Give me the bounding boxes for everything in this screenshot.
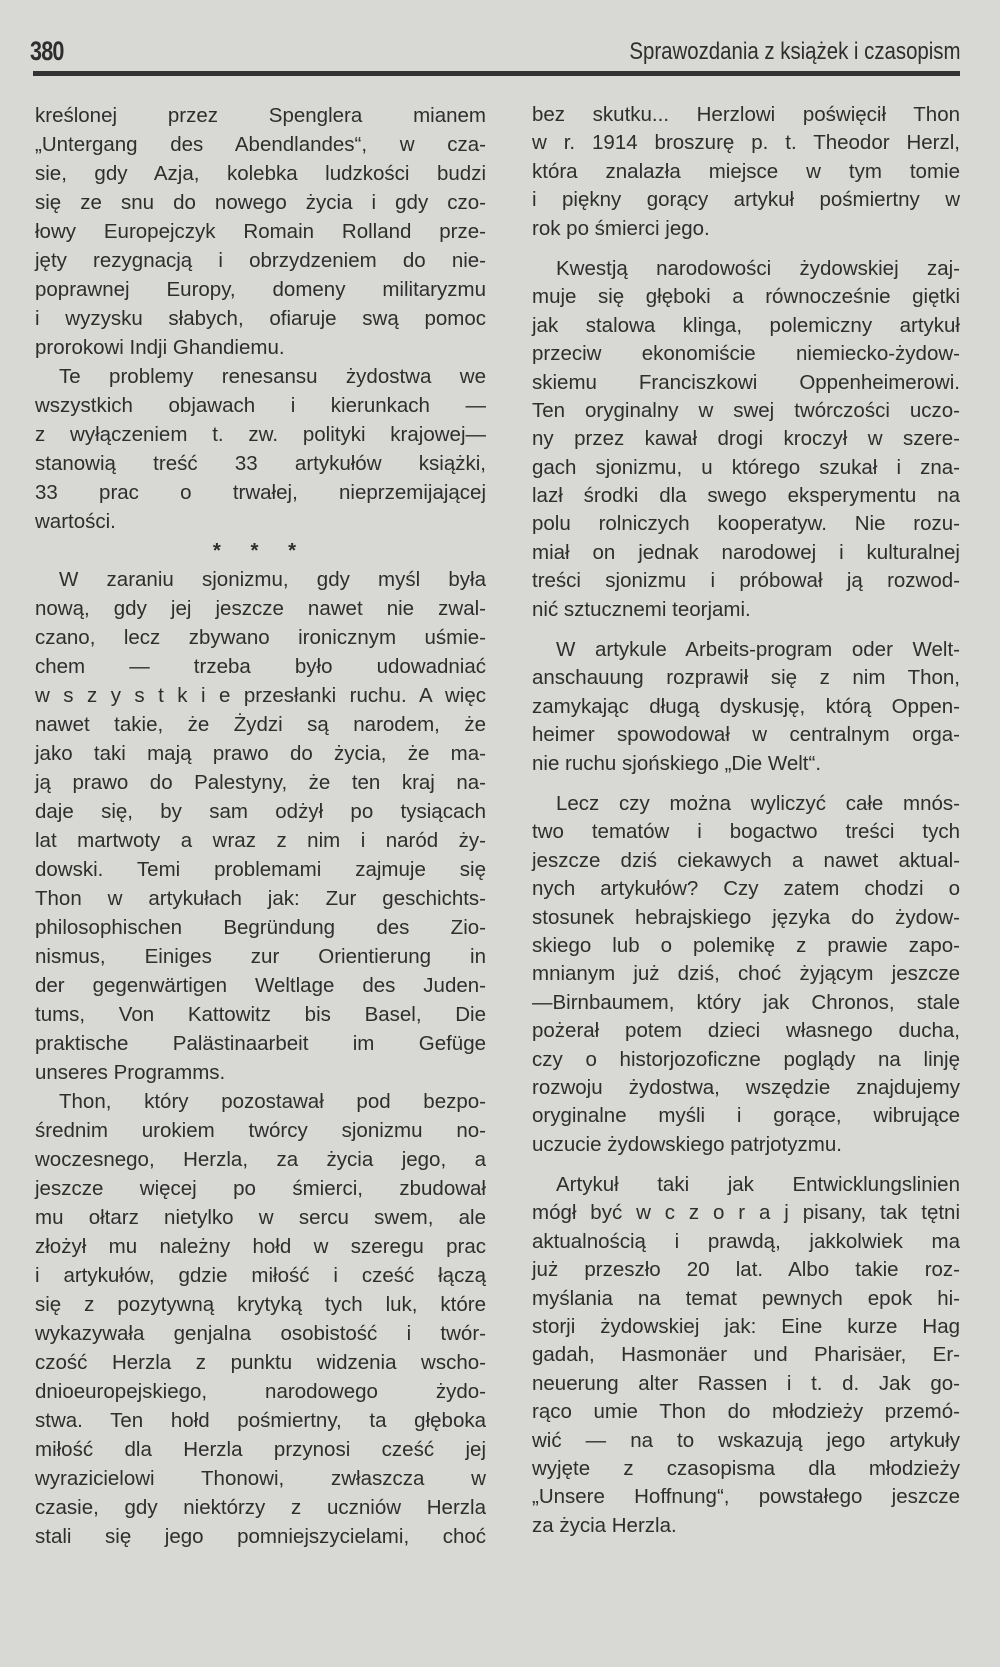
text-line: W zaraniu sjonizmu, gdy myśl była bbox=[59, 568, 486, 591]
text-line: Artykuł taki jak Entwicklungslinien bbox=[556, 1173, 960, 1197]
text-line: muje się głęboki a równocześnie giętki bbox=[532, 285, 960, 309]
text-line: Ten oryginalny w swej twórczości uczo- bbox=[532, 398, 960, 422]
paragraph bbox=[532, 1171, 960, 1540]
text-line: „Untergang des Abendlandes“, w cza- bbox=[35, 133, 486, 156]
text-line: neuerung alter Rassen i t. d. Jak go- bbox=[532, 1371, 960, 1395]
text-line: nową, gdy jej jeszcze nawet nie zwal- bbox=[35, 597, 486, 620]
text-line: Thon w artykułach jak: Zur geschichts- bbox=[35, 887, 486, 910]
text-line: wyrazicielowi Thonowi, zwłaszcza w bbox=[35, 1467, 486, 1490]
text-line: mógł być w c z o r a j pisany, tak tętni bbox=[532, 1201, 960, 1225]
text-line: pożerał potem dzieci własnego ducha, bbox=[532, 1019, 960, 1043]
header-rule bbox=[33, 71, 960, 76]
text-line: 33 prac o trwałej, nieprzemijającej bbox=[35, 481, 486, 504]
text-line: wić — na to wskazują jego artykuły bbox=[532, 1428, 960, 1452]
text-line: miał on jednak narodowej i kulturalnej bbox=[532, 540, 960, 564]
text-line: wykazywała genjalna osobistość i twór- bbox=[35, 1322, 486, 1345]
text-line: nych artykułów? Czy zatem chodzi o bbox=[532, 877, 960, 901]
left-column bbox=[35, 101, 486, 1551]
text-line: lazł środki dla swego eksperymentu na bbox=[532, 484, 960, 508]
text-line: nić sztucznemi teorjami. bbox=[532, 597, 751, 621]
text-line: polu rolniczych kooperatyw. Nie rozu- bbox=[532, 512, 960, 536]
text-line: kreślonej przez Spenglera mianem bbox=[35, 104, 486, 127]
text-line: średnim urokiem twórcy sjonizmu no- bbox=[35, 1119, 486, 1142]
text-line: dowski. Temi problemami zajmuje się bbox=[35, 858, 486, 881]
text-line: chem — trzeba było udowadniać bbox=[35, 655, 486, 678]
text-line: i artykułów, gdzie miłość i cześć łączą bbox=[35, 1264, 486, 1287]
text-line: daje się, by sam odżył po tysiącach bbox=[35, 800, 486, 823]
text-line: tums, Von Kattowitz bis Basel, Die bbox=[35, 1003, 486, 1026]
text-line: dnioeuropejskiego, narodowego żydo- bbox=[35, 1380, 486, 1403]
text-line: zamykając długą dyskusję, którą Oppen- bbox=[532, 694, 960, 718]
text-line: „Unsere Hoffnung“, powstałego jeszcze bbox=[532, 1485, 960, 1509]
text-line: czość Herzla z punktu widzenia wscho- bbox=[35, 1351, 486, 1374]
text-line: wartości. bbox=[35, 510, 116, 533]
page-number: 380 bbox=[30, 36, 64, 66]
text-line: złożył mu należny hołd w szeregu prac bbox=[35, 1235, 486, 1258]
paragraph bbox=[532, 255, 960, 624]
text-line: i piękny gorący artykuł pośmiertny w bbox=[532, 188, 960, 212]
running-title: Sprawozdania z książek i czasopism bbox=[628, 38, 960, 65]
text-line: gadah, Hasmonäer und Pharisäer, Er- bbox=[532, 1343, 960, 1367]
text-line: W artykule Arbeits-program oder Welt- bbox=[556, 638, 960, 662]
paragraph bbox=[532, 790, 960, 1159]
text-line: ją prawo do Palestyny, że ten kraj na- bbox=[35, 771, 486, 794]
paragraph bbox=[35, 565, 486, 1087]
paragraph bbox=[35, 1087, 486, 1551]
text-line: wszystkich objawach i kierunkach — bbox=[35, 394, 486, 417]
text-line: lat martwoty a wraz z nim i naród ży- bbox=[35, 829, 486, 852]
text-line: w r. 1914 broszurę p. t. Theodor Herzl, bbox=[532, 131, 960, 155]
text-line: —Birnbaumem, który jak Chronos, stale bbox=[532, 990, 960, 1014]
text-line: nismus, Einiges zur Orientierung in bbox=[35, 945, 486, 968]
text-line: sie, gdy Azja, kolebka ludzkości budzi bbox=[35, 162, 486, 185]
text-line: wyjęte z czasopisma dla młodzieży bbox=[532, 1456, 960, 1480]
text-line: się ze snu do nowego życia i gdy czo- bbox=[35, 191, 486, 214]
text-line: łowy Europejczyk Romain Rolland prze- bbox=[35, 220, 486, 243]
text-line: rozwoju żydostwa, wszędzie znajdujemy bbox=[532, 1075, 960, 1099]
text-line: praktische Palästinaarbeit im Gefüge bbox=[35, 1032, 486, 1055]
text-line: Te problemy renesansu żydostwa we bbox=[59, 365, 486, 388]
text-line: stanowią treść 33 artykułów książki, bbox=[35, 452, 486, 475]
text-line: treści sjonizmu i próbował ją rozwod- bbox=[532, 569, 960, 593]
text-line: z wyłączeniem t. zw. polityki krajowej— bbox=[35, 423, 486, 446]
text-line: bez skutku... Herzlowi poświęcił Thon bbox=[532, 103, 960, 126]
text-line: w s z y s t k i e przesłanki ruchu. A więc bbox=[35, 684, 486, 707]
text-line: za życia Herzla. bbox=[532, 1513, 677, 1537]
text-line: heimer spowodował w centralnym orga- bbox=[532, 723, 960, 747]
text-line: anschauung rozprawił się z nim Thon, bbox=[532, 666, 960, 690]
text-line: nawet takie, że Żydzi są narodem, że bbox=[35, 713, 486, 736]
text-line: nie ruchu sjońskiego „Die Welt“. bbox=[532, 751, 822, 775]
text-line: Kwestją narodowości żydowskiej zaj- bbox=[556, 256, 960, 280]
text-line: czano, lecz zbywano ironicznym uśmie- bbox=[35, 626, 486, 649]
text-line: i wyzysku słabych, ofiaruje swą pomoc bbox=[35, 307, 486, 330]
text-line: woczesnego, Herzla, za życia jego, a bbox=[35, 1148, 486, 1171]
text-line: skiemu Franciszkowi Oppenheimerowi. bbox=[532, 370, 960, 394]
text-line: rok po śmierci jego. bbox=[532, 216, 710, 240]
text-line: two tematów i bogactwo treści tych bbox=[532, 820, 960, 844]
text-line: jeszcze dziś ciekawych a nawet aktual- bbox=[532, 848, 960, 872]
text-line: jeszcze więcej po śmierci, zbudował bbox=[35, 1177, 486, 1200]
text-line: oryginalne myśli i gorące, wibrujące bbox=[532, 1104, 960, 1128]
paragraph bbox=[35, 362, 486, 536]
text-line: mu ołtarz nietylko w sercu swem, ale bbox=[35, 1206, 486, 1229]
text-line: czasie, gdy niektórzy z uczniów Herzla bbox=[35, 1496, 486, 1519]
text-line: poprawnej Europy, domeny militaryzmu bbox=[35, 278, 486, 301]
text-line: jęty rezygnacją i obrzydzeniem do nie- bbox=[35, 249, 486, 272]
text-line: philosophischen Begründung des Zio- bbox=[35, 916, 486, 939]
text-line: aktualnością i prawdą, jakkolwiek ma bbox=[532, 1229, 960, 1253]
text-line: storji żydowskiej jak: Eine kurze Hag bbox=[532, 1315, 960, 1339]
text-line: myślania na temat pewnych epok hi- bbox=[532, 1286, 960, 1310]
text-line: miłość dla Herzla przynosi cześć jej bbox=[35, 1438, 486, 1461]
text-line: się z pozytywną krytyką tych luk, które bbox=[35, 1293, 486, 1316]
text-line: przeciw ekonomiście niemiecko-żydow- bbox=[532, 342, 960, 366]
text-line: już przeszło 20 lat. Albo takie roz- bbox=[532, 1258, 960, 1282]
text-line: skiego lub o polemikę z prawie zapo- bbox=[532, 933, 960, 957]
text-line: stosunek hebrajskiego języka do żydow- bbox=[532, 905, 960, 929]
text-line: unseres Programms. bbox=[35, 1061, 226, 1084]
text-line: prorokowi Indji Ghandiemu. bbox=[35, 336, 285, 359]
text-line: uczucie żydowskiego patrjotyzmu. bbox=[532, 1132, 842, 1156]
text-line: mnianym już dziś, choć żyjącym jeszcze bbox=[532, 962, 960, 986]
section-separator: * * * bbox=[212, 539, 309, 562]
paragraph bbox=[532, 101, 960, 243]
text-line: ny przez kawał drogi kroczył w szere- bbox=[532, 427, 960, 451]
text-line: Thon, który pozostawał pod bezpo- bbox=[59, 1090, 486, 1113]
text-line: gach sjonizmu, u którego szukał i zna- bbox=[532, 455, 960, 479]
text-line: stwa. Ten hołd pośmiertny, ta głęboka bbox=[35, 1409, 486, 1432]
text-line: rąco umie Thon do młodzieży przemó- bbox=[532, 1400, 960, 1424]
paragraph bbox=[532, 636, 960, 778]
text-line: jak stalowa klinga, polemiczny artykuł bbox=[532, 313, 960, 337]
text-line: Lecz czy można wyliczyć całe mnós- bbox=[556, 791, 960, 815]
text-line: stali się jego pomniejszycielami, choć bbox=[35, 1525, 486, 1548]
text-line: która znalazła miejsce w tym tomie bbox=[532, 159, 960, 183]
text-line: jako taki mają prawo do życia, że ma- bbox=[35, 742, 486, 765]
text-line: der gegenwärtigen Weltlage des Juden- bbox=[35, 974, 486, 997]
paragraph bbox=[35, 101, 486, 362]
right-column bbox=[532, 101, 960, 1540]
text-line: czy o historjozoficzne poglądy na linję bbox=[532, 1047, 960, 1071]
